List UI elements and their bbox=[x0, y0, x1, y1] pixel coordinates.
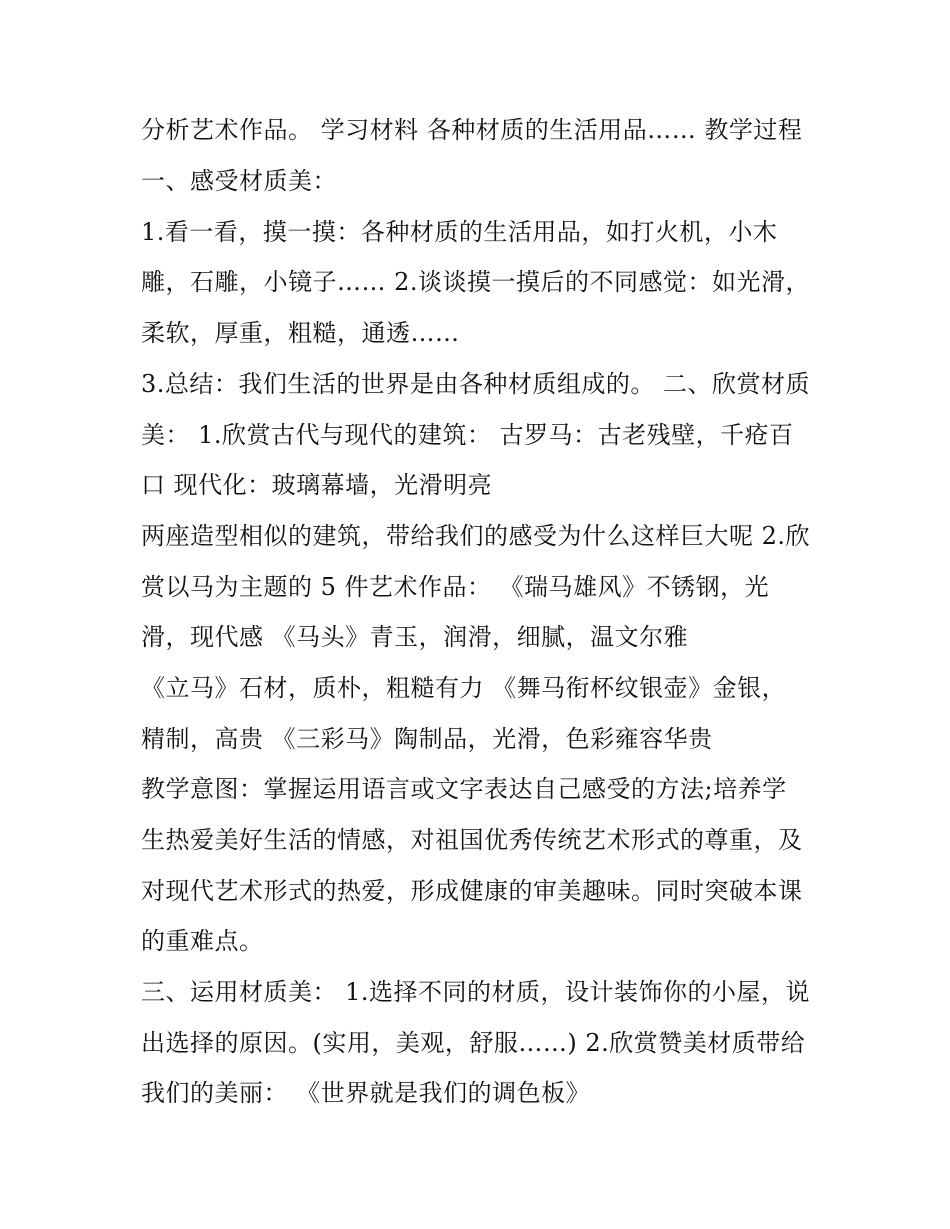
text-line: 滑，现代感 《马头》青玉，润滑，细腻，温文尔雅 bbox=[141, 623, 689, 651]
text-line: 的重难点。 bbox=[141, 927, 264, 955]
text-line: 精制，高贵 《三彩马》陶制品，光滑，色彩雍容华贵 bbox=[141, 725, 713, 753]
text-line: 教学意图：掌握运用语言或文字表达自己感受的方法;培养学 bbox=[141, 775, 787, 803]
text-line: 分析艺术作品。 学习材料 各种材质的生活用品…… 教学过程 bbox=[141, 116, 803, 144]
text-line: 柔软，厚重，粗糙，通透…… bbox=[141, 319, 460, 347]
text-line: 我们的美丽： 《世界就是我们的调色板》 bbox=[141, 1079, 591, 1107]
text-line: 生热爱美好生活的情感，对祖国优秀传统艺术形式的尊重，及 bbox=[141, 826, 803, 854]
section-heading: 三、运用材质美： 1.选择不同的材质，设计装饰你的小屋，说 bbox=[141, 978, 811, 1006]
text-line: 两座造型相似的建筑，带给我们的感受为什么这样巨大呢 2.欣 bbox=[141, 522, 811, 550]
text-line: 对现代艺术形式的热爱，形成健康的审美趣味。同时突破本课 bbox=[141, 877, 803, 905]
text-line: 雕，石雕，小镜子…… 2.谈谈摸一摸后的不同感觉：如光滑， bbox=[141, 268, 811, 296]
text-line: 3.总结：我们生活的世界是由各种材质组成的。 二、欣赏材质 bbox=[141, 370, 811, 398]
section-heading: 一、感受材质美： bbox=[141, 167, 337, 195]
text-line: 1.看一看，摸一摸：各种材质的生活用品，如打火机，小木 bbox=[141, 218, 778, 246]
text-line: 口 现代化：玻璃幕墙，光滑明亮 bbox=[141, 471, 493, 499]
text-line: 《立马》石材，质朴，粗糙有力 《舞马衔杯纹银壶》金银， bbox=[141, 674, 787, 702]
text-line: 赏以马为主题的 5 件艺术作品： 《瑞马雄风》不锈钢，光 bbox=[141, 573, 770, 601]
text-line: 美： 1.欣赏古代与现代的建筑： 古罗马：古老残壁，千疮百 bbox=[141, 421, 794, 449]
text-line: 出选择的原因。(实用，美观，舒服……) 2.欣赏赞美材质带给 bbox=[141, 1029, 806, 1057]
